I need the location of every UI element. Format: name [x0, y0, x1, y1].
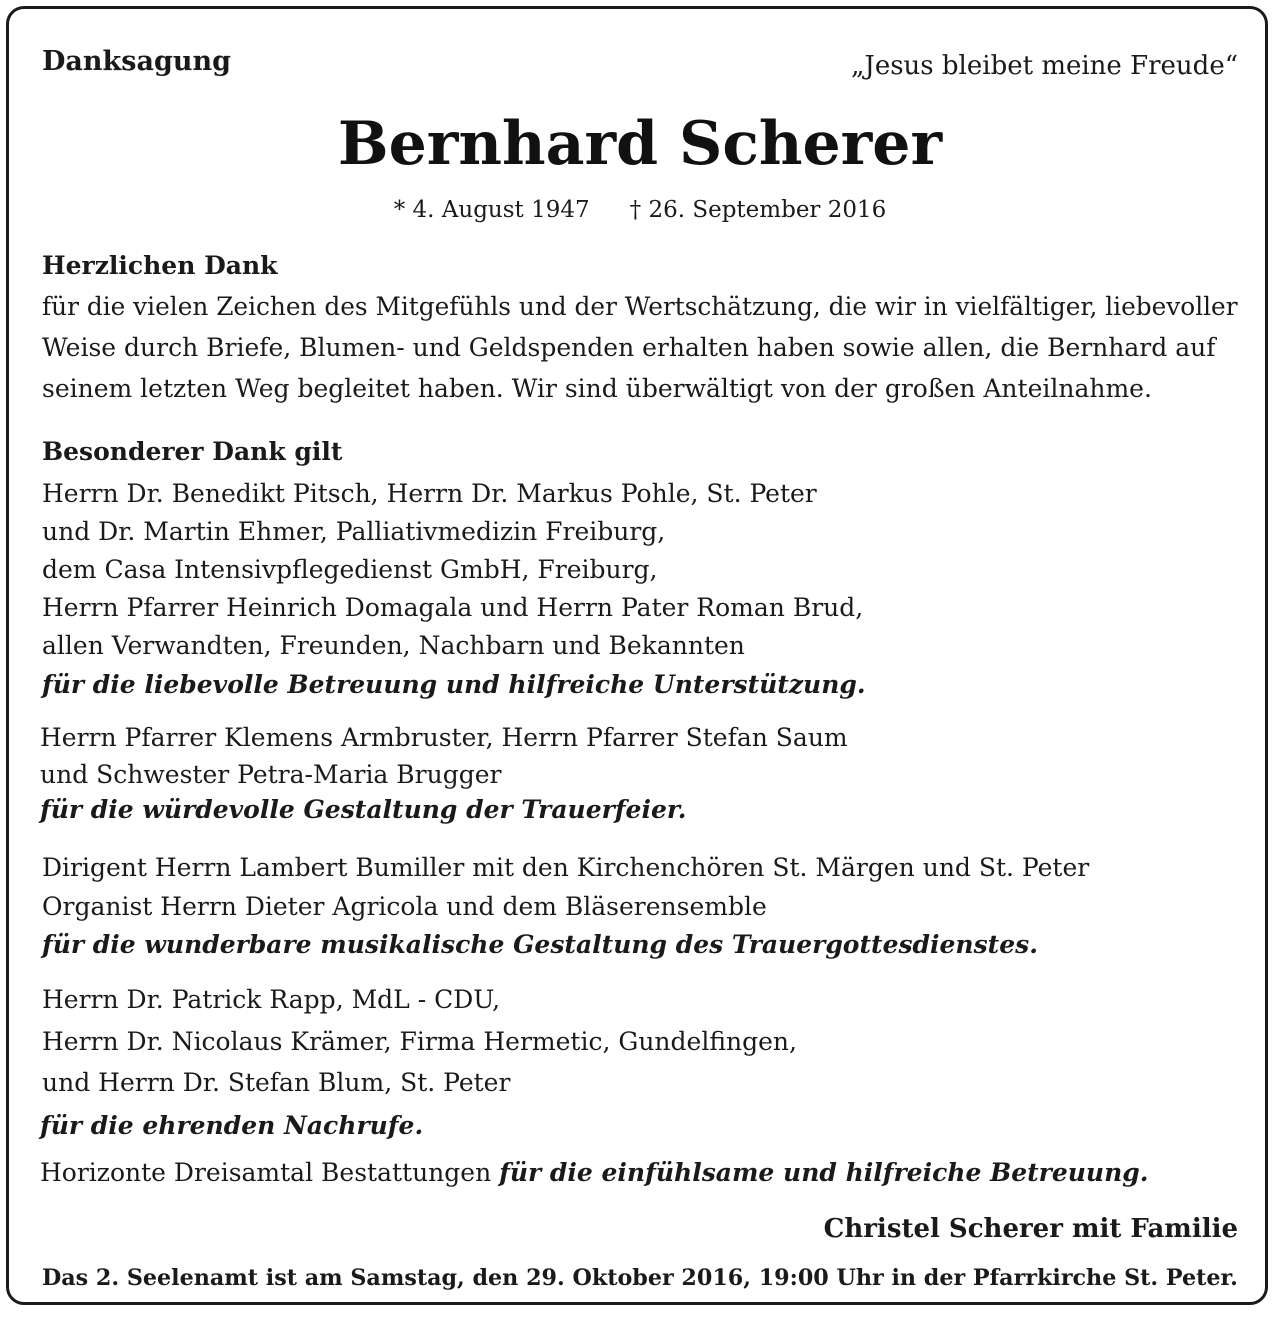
intro-heading: Herzlichen Dank — [42, 251, 278, 280]
thanks-line: allen Verwandten, Freunden, Nachbarn und Bekannten — [42, 631, 745, 660]
thanks-name: Horizonte Dreisamtal Bestattungen — [40, 1158, 492, 1187]
death-date: † 26. September 2016 — [629, 197, 887, 223]
footer-announcement: Das 2. Seelenamt ist am Samstag, den 29. Oktober 2016, 19:00 Uhr in der Pfarrkirche St. Peter. — [42, 1265, 1238, 1291]
thanks-line: Organist Herrn Dieter Agricola und dem Bläserensemble — [42, 892, 767, 921]
thanks-line: Herrn Pfarrer Heinrich Domagala und Herrn Pater Roman Brud, — [42, 593, 864, 622]
birth-date: * 4. August 1947 — [393, 197, 590, 223]
thanks-reason: für die liebevolle Betreuung und hilfreiche Unterstützung. — [42, 670, 866, 699]
special-heading: Besonderer Dank gilt — [42, 437, 343, 466]
intro-line: Weise durch Briefe, Blumen- und Geldspenden erhalten haben sowie allen, die Bernhard auf — [42, 333, 1216, 362]
thanks-line: Herrn Dr. Patrick Rapp, MdL - CDU, — [42, 985, 501, 1014]
thanks-reason: für die wunderbare musikalische Gestaltung des Trauergottesdienstes. — [42, 930, 1038, 959]
thanks-line: Herrn Dr. Benedikt Pitsch, Herrn Dr. Markus Pohle, St. Peter — [42, 479, 817, 508]
thanks-line: und Schwester Petra-Maria Brugger — [40, 760, 502, 789]
thanks-line: und Dr. Martin Ehmer, Palliativmedizin Freiburg, — [42, 517, 666, 546]
thanks-line: dem Casa Intensivpflegedienst GmbH, Freiburg, — [42, 555, 658, 584]
intro-line: seinem letzten Weg begleitet haben. Wir sind überwältigt von der großen Anteilnahme. — [42, 374, 1152, 403]
deceased-name: Bernhard Scherer — [337, 109, 943, 179]
life-dates — [0, 194, 1280, 226]
thanks-line: Herrn Pfarrer Klemens Armbruster, Herrn Pfarrer Stefan Saum — [40, 723, 848, 752]
thanks-line: Herrn Dr. Nicolaus Krämer, Firma Hermetic, Gundelfingen, — [42, 1027, 797, 1056]
signature: Christel Scherer mit Familie — [823, 1214, 1238, 1244]
motto: „Jesus bleibet meine Freude“ — [850, 51, 1238, 81]
thanks-line: und Herrn Dr. Stefan Blum, St. Peter — [42, 1068, 511, 1097]
thanks-reason: für die einfühlsame und hilfreiche Betreuung. — [499, 1158, 1149, 1187]
notice-label: Danksagung — [42, 46, 231, 77]
thanks-reason: für die würdevolle Gestaltung der Trauerfeier. — [40, 795, 687, 824]
thanks-line: Dirigent Herrn Lambert Bumiller mit den Kirchenchören St. Märgen und St. Peter — [42, 853, 1090, 882]
thanks-line-combined — [40, 1157, 1148, 1189]
thanks-reason: für die ehrenden Nachrufe. — [40, 1111, 424, 1140]
intro-line: für die vielen Zeichen des Mitgefühls und der Wertschätzung, die wir in vielfältiger, liebevoller — [42, 292, 1238, 321]
